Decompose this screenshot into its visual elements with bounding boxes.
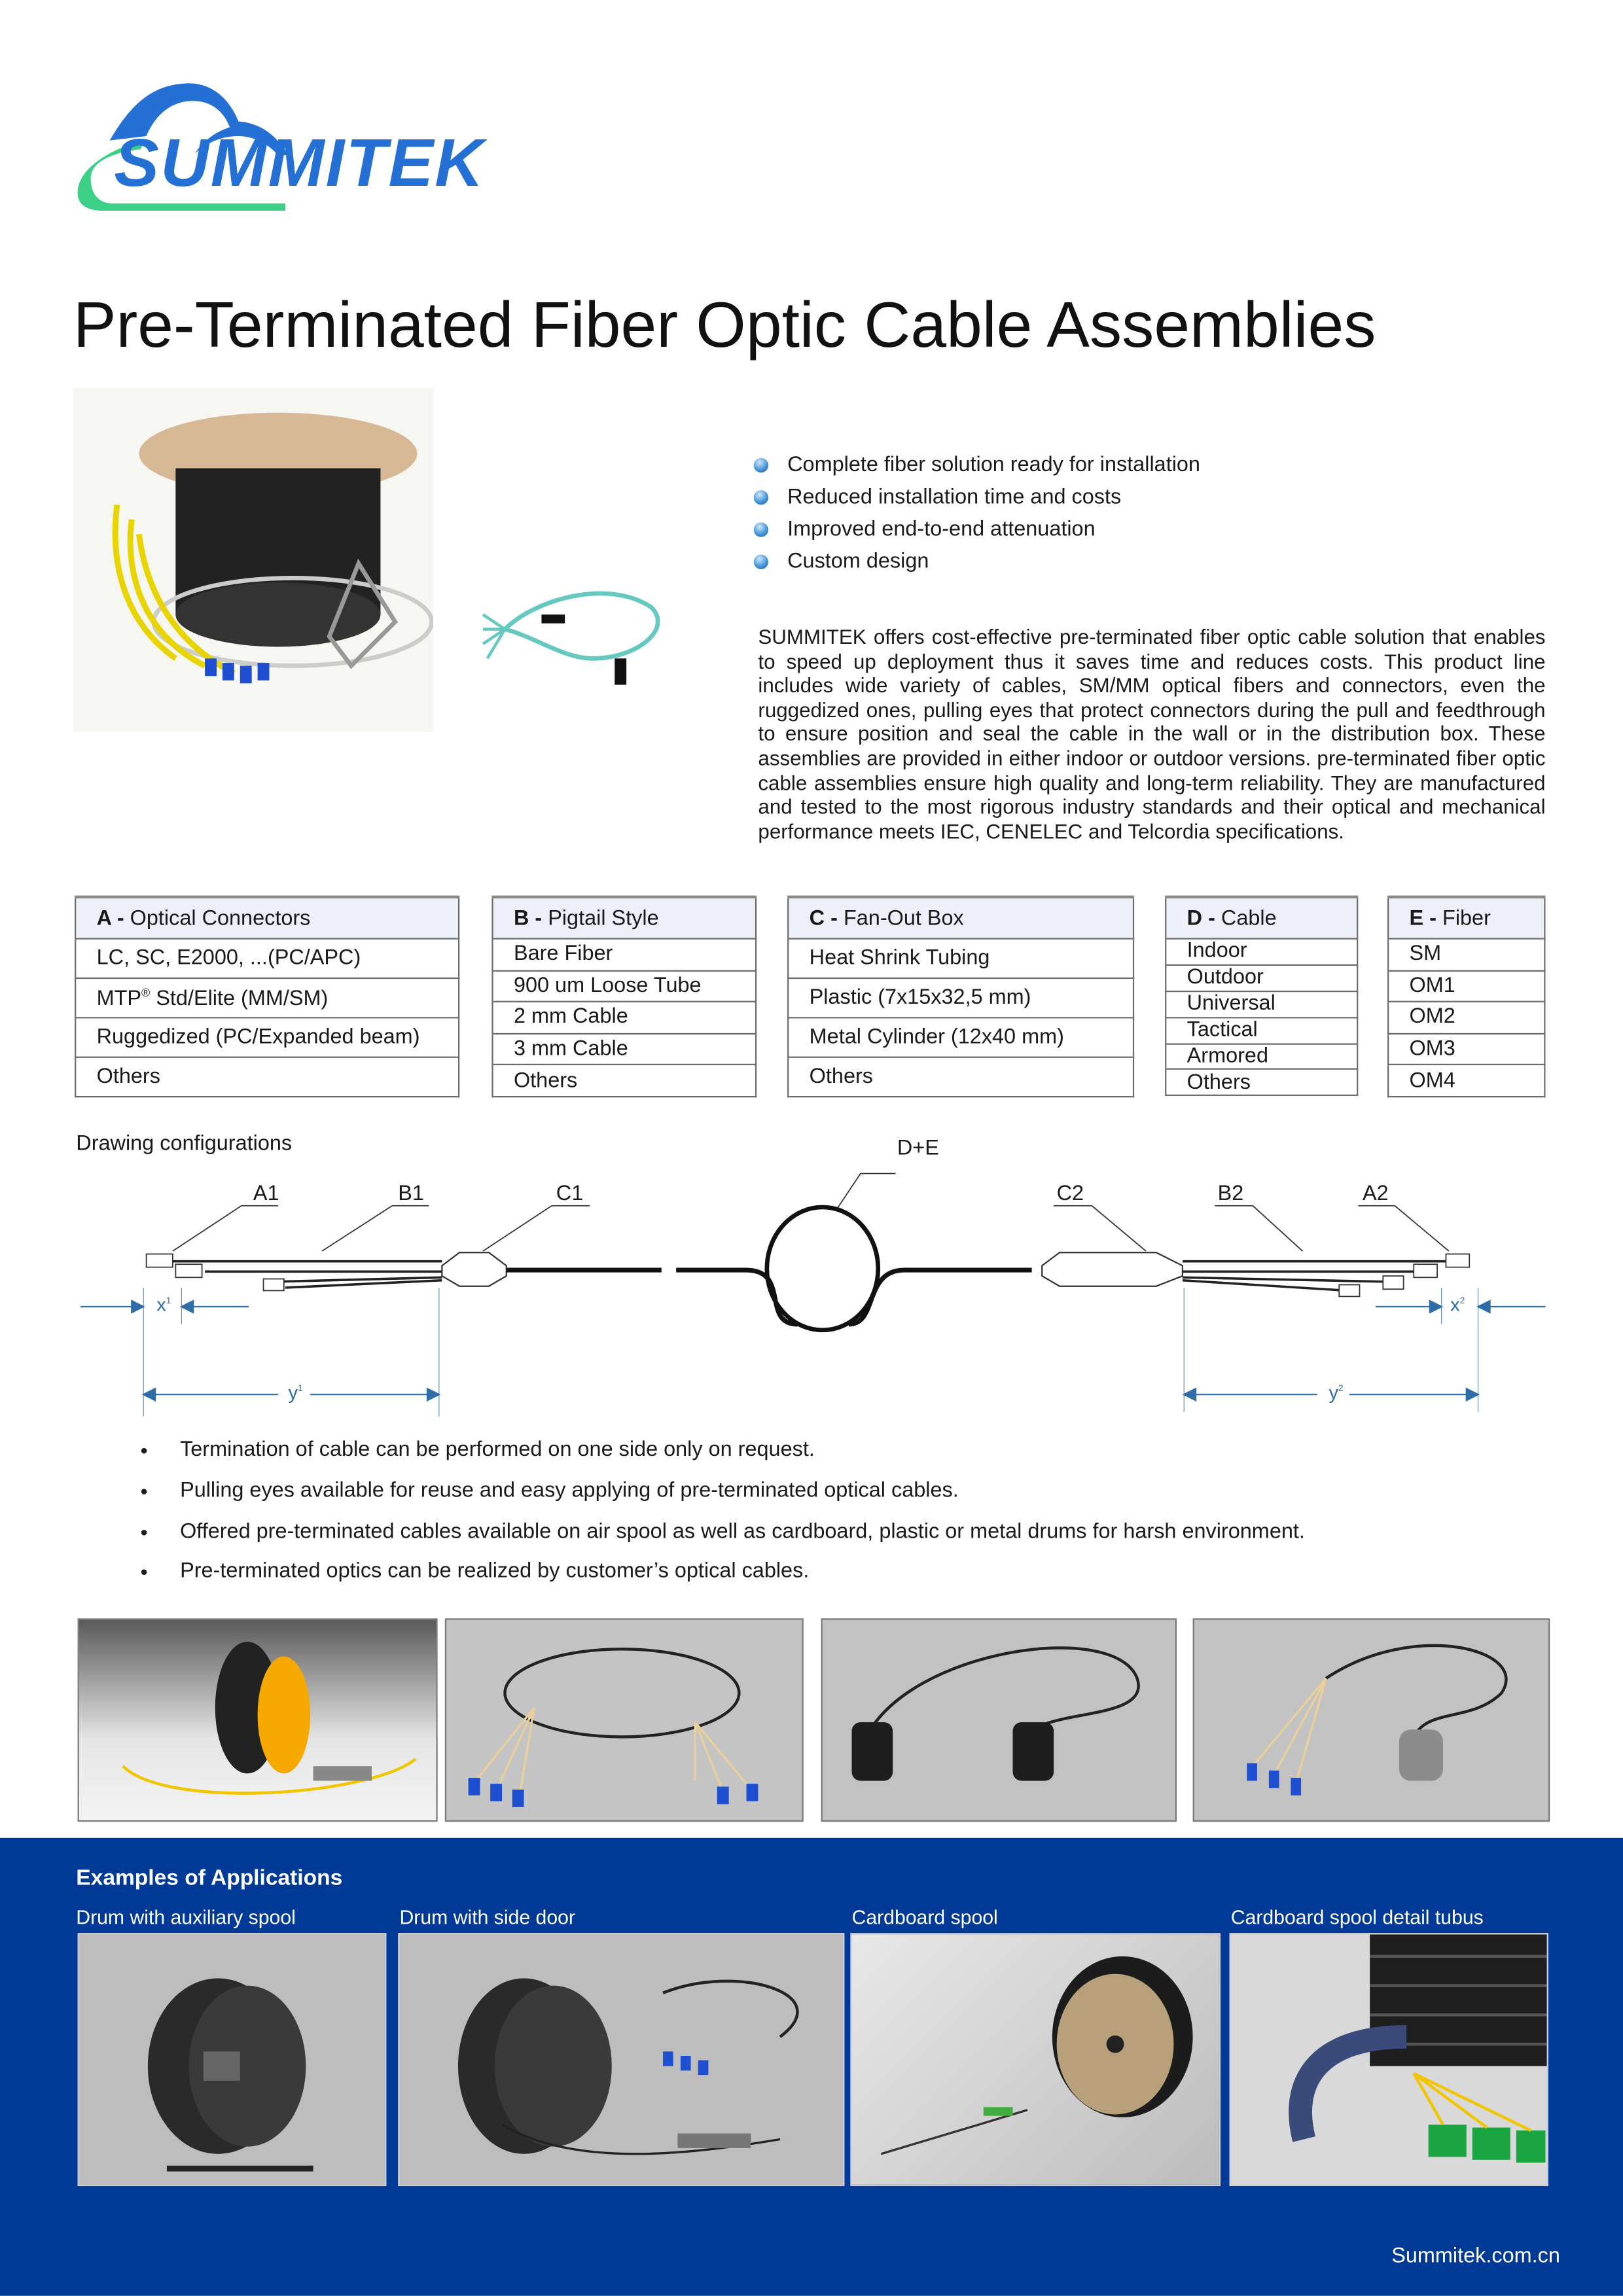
note-text: Termination of cable can be performed on one side only on request. [180,1438,815,1462]
dim-x1: $x^1$ [156,1293,171,1316]
note-text: Pre-terminated optics can be realized by customer’s optical cables. [180,1560,810,1584]
label-b2: B2 [1217,1182,1244,1206]
label-c2: C2 [1056,1182,1084,1206]
feature-text: Reduced installation time and costs [787,486,1122,510]
right-fanout-box [1042,1252,1183,1286]
note-item [141,1557,1305,1598]
right-pigtails [1183,1262,1449,1291]
dim-y1: $y^1$ [288,1381,303,1404]
bullet-icon: • [140,1479,148,1503]
table-cell: Armored [1166,1044,1357,1070]
table-cell: Others [788,1057,1133,1097]
dim-x2: $x^2$ [1450,1293,1465,1316]
table-fan-out-box [787,896,1134,1098]
cable-reel-photo [73,388,433,732]
label-c1: C1 [556,1182,584,1206]
note-text: Offered pre-terminated cables available on air spool as well as cardboard, plastic or metal drums for harsh environment. [180,1519,1305,1544]
cable-configuration-drawing [0,1127,1623,1419]
table-cell: Plastic (7x15x32,5 mm) [788,978,1133,1017]
label-a2: A2 [1362,1182,1389,1206]
summitek-logo [66,73,505,212]
table-cell: 3 mm Cable [493,1033,757,1065]
table-header: D - Cable [1166,897,1357,939]
table-header: E - Fiber [1388,897,1544,939]
bullet-dot-icon [754,490,768,504]
website-footer: Summitek.com.cn [1391,2244,1560,2269]
cardboard-spool-detail-photo [1229,1933,1548,2186]
applications-title: Examples of Applications [76,1865,343,1891]
bullet-dot-icon [754,555,768,569]
application-caption: Cardboard spool [851,1906,998,1929]
table-cell: Outdoor [1166,965,1357,991]
table-header: A - Optical Connectors [75,897,459,939]
bullet-dot-icon [754,458,768,472]
feature-item [754,482,1200,514]
table-optical-connectors [75,896,459,1098]
table-cell: Others [1166,1070,1357,1096]
cardboard-spool-photo [850,1933,1221,2186]
page-title: Pre-Terminated Fiber Optic Cable Assemblies [73,289,1376,362]
left-pigtails [173,1262,442,1288]
left-trunk-cable [507,1270,798,1324]
table-cell: Metal Cylinder (12x40 mm) [788,1017,1133,1057]
bullet-dot-icon [754,522,768,537]
label-a1: A1 [253,1182,279,1206]
table-header: B - Pigtail Style [493,897,757,939]
table-pigtail-style [491,896,757,1098]
table-cell: OM3 [1388,1033,1544,1065]
feature-item [754,546,1200,578]
note-item [141,1436,1305,1476]
leader-lines [173,1174,1449,1252]
table-cell: Universal [1166,991,1357,1017]
drum-auxiliary-spool-photo [78,1933,387,2186]
bullet-icon: • [140,1560,148,1584]
table-cell: Ruggedized (PC/Expanded beam) [75,1017,459,1057]
product-description: SUMMITEK offers cost-effective pre-terminated fiber optic cable solution that enables to speed up deployment thus it saves time and reduces costs. This product line includes wide variety of cables, SM/MM optical fibers and connectors, even the ruggedized ones, pulling eyes that protect connectors during the pull and feedthrough to ensure position and seal the cable in the wall or in the distribution box. These assemblies are provided in either indoor or outdoor versions. pre-terminated fiber optic cable assemblies ensure high quality and long-term reliability. They are manufactured and tested to the most rigorous industry standards and their optical and mechanical performance meets IEC, CENELEC and Telcordia specifications. [758,624,1546,843]
note-item [141,1476,1305,1517]
feature-text: Custom design [787,550,929,574]
drawing-title: Drawing configurations [76,1132,293,1156]
feature-list [754,450,1200,578]
label-b1: B1 [398,1182,424,1206]
table-cell: Indoor [1166,939,1357,965]
logo-wordmark: SUMMITEK [114,124,485,201]
application-caption: Cardboard spool detail tubus [1230,1906,1484,1929]
table-cell: SM [1388,939,1544,970]
table-fiber [1387,896,1546,1098]
feature-item [754,450,1200,482]
table-cell: OM1 [1388,970,1544,1002]
feature-text: Complete fiber solution ready for installation [787,453,1200,478]
mtp-fanout-cable-photo [476,571,675,690]
label-d-e: D+E [897,1137,939,1161]
table-cell: 900 um Loose Tube [493,970,757,1002]
ruggedized-connector-photo [821,1618,1177,1822]
air-spool-photo [78,1618,438,1822]
table-cell: Others [75,1057,459,1097]
table-cable [1165,896,1358,1097]
feature-text: Improved end-to-end attenuation [787,518,1096,542]
metal-connector-fanout-photo [1193,1618,1550,1822]
table-cell: Others [493,1065,757,1097]
table-cell: OM2 [1388,1002,1544,1033]
note-text: Pulling eyes available for reuse and easy applying of pre-terminated optical cables. [180,1479,959,1503]
table-cell: LC, SC, E2000, ...(PC/APC) [75,939,459,978]
table-cell: Heat Shrink Tubing [788,939,1133,978]
notes-list [141,1436,1305,1598]
table-cell: 2 mm Cable [493,1002,757,1033]
table-cell: Tactical [1166,1017,1357,1044]
left-fanout-box [442,1252,506,1286]
feature-item [754,514,1200,546]
fanout-cable-photo [445,1618,804,1822]
table-header: C - Fan-Out Box [788,897,1133,939]
bullet-icon: • [140,1438,148,1462]
note-item [141,1517,1305,1557]
table-cell: Bare Fiber [493,939,757,970]
table-cell: OM4 [1388,1065,1544,1097]
application-caption: Drum with side door [399,1906,575,1929]
drum-side-door-photo [398,1933,844,2186]
application-caption: Drum with auxiliary spool [76,1906,296,1929]
dim-y2: $y^2$ [1329,1381,1344,1404]
cable-coil [767,1207,878,1330]
table-cell: MTP® Std/Elite (MM/SM) [75,978,459,1017]
bullet-icon: • [140,1519,148,1544]
